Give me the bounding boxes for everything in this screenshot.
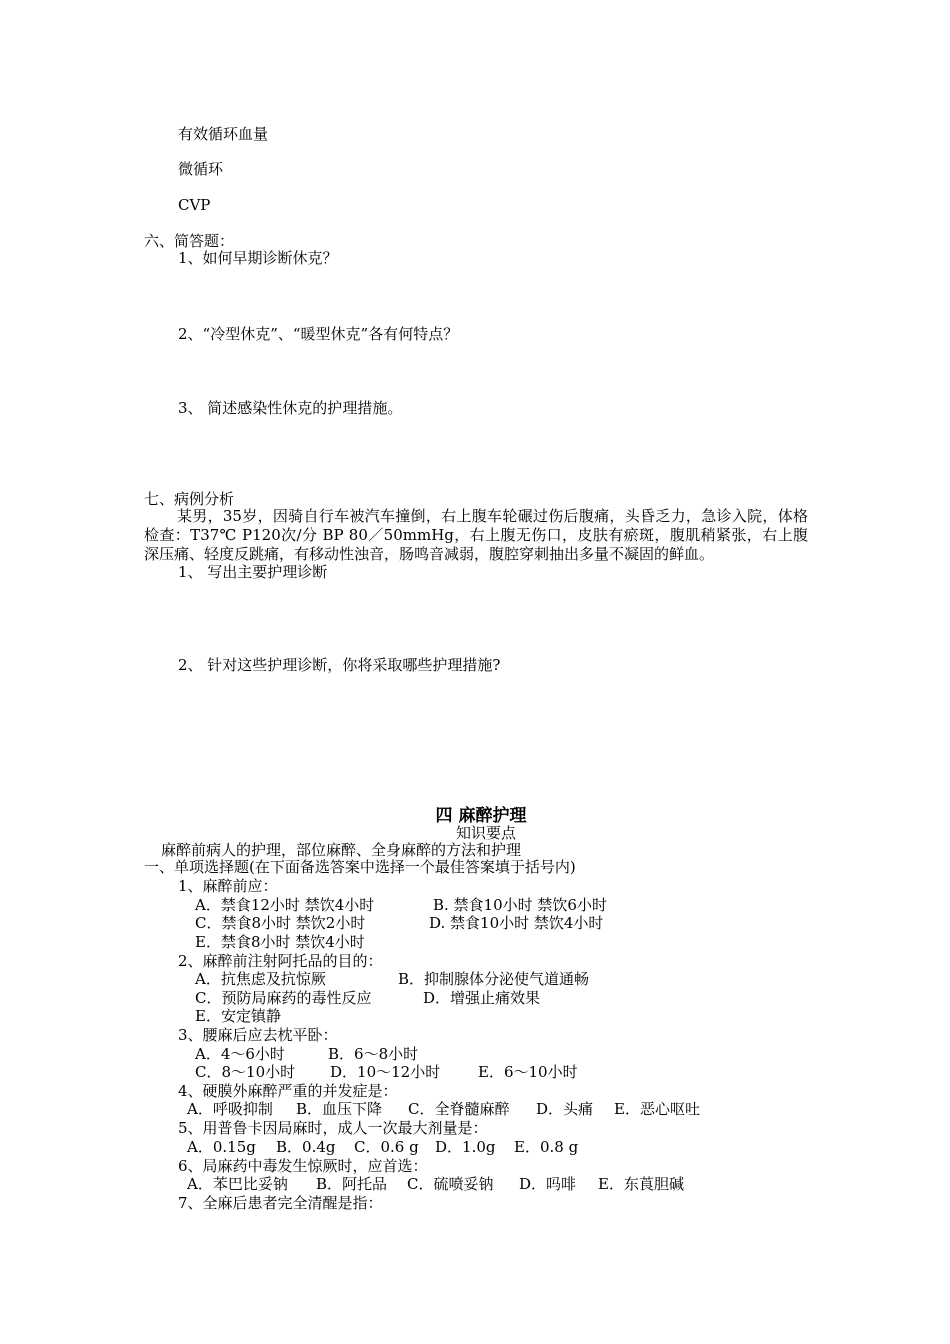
section7-heading: 七、病例分析 xyxy=(144,490,235,508)
question-4-option-b: B．血压下降 xyxy=(296,1100,383,1118)
chapter-subtitle: 知识要点 xyxy=(455,824,516,842)
question-5-option-a: A．0.15g xyxy=(187,1138,256,1156)
term-effective-circulating-volume: 有效循环血量 xyxy=(178,125,269,143)
question-5-option-e: E．0.8 g xyxy=(514,1138,579,1156)
question-1-option-d: D. 禁食10小时 禁饮4小时 xyxy=(429,914,604,932)
chapter-title: 四 麻醉护理 xyxy=(435,806,527,826)
section6-question-2: 2、“冷型休克”、“暖型休克”各有何特点？ xyxy=(178,325,459,343)
question-4-stem: 4、硬膜外麻醉严重的并发症是： xyxy=(178,1082,398,1100)
question-4-option-d: D．头痛 xyxy=(536,1100,594,1118)
question-6-option-a: A．苯巴比妥钠 xyxy=(187,1175,288,1193)
question-3-option-d: D．10～12小时 xyxy=(330,1063,441,1081)
question-5-option-b: B．0.4g xyxy=(276,1138,336,1156)
term-cvp: CVP xyxy=(178,196,211,214)
section7-question-2: 2、 针对这些护理诊断，你将采取哪些护理措施? xyxy=(178,656,501,674)
question-3-option-a: A．4～6小时 xyxy=(195,1045,285,1063)
question-3-option-e: E．6～10小时 xyxy=(478,1063,578,1081)
question-4-option-a: A．呼吸抑制 xyxy=(187,1100,273,1118)
question-5-option-d: D．1.0g xyxy=(435,1138,496,1156)
mcq-heading: 一、单项选择题(在下面备选答案中选择一个最佳答案填于括号内) xyxy=(144,858,576,876)
question-3-option-b: B．6～8小时 xyxy=(328,1045,419,1063)
question-2-option-d: D．增强止痛效果 xyxy=(423,989,541,1007)
question-6-option-b: B．阿托品 xyxy=(316,1175,388,1193)
question-5-stem: 5、用普鲁卡因局麻时，成人一次最大剂量是： xyxy=(178,1119,488,1137)
question-6-stem: 6、局麻药中毒发生惊厥时，应首选： xyxy=(178,1157,428,1175)
question-2-option-a: A．抗焦虑及抗惊厥 xyxy=(195,970,326,988)
term-microcirculation: 微循环 xyxy=(178,160,224,178)
question-1-option-a: A．禁食12小时 禁饮4小时 xyxy=(195,896,375,914)
question-3-option-c: C．8～10小时 xyxy=(195,1063,296,1081)
question-2-stem: 2、麻醉前注射阿托品的目的： xyxy=(178,952,383,970)
case-description: 某男，35岁，因骑自行车被汽车撞倒，右上腹车轮碾过伤后腹痛，头昏乏力，急诊入院，体格检查：T37℃ P120次/分 BP 80／50mmHg，右上腹无伤口，皮肤有瘀斑，腹肌稍紧张，右上腹深压痛、轻度反跳痛，有移动性浊音，肠鸣音减弱，腹腔穿刺抽出多量不凝固的鲜血。 xyxy=(144,507,808,563)
question-2-option-b: B．抑制腺体分泌使气道通畅 xyxy=(398,970,590,988)
question-4-option-e: E．恶心呕吐 xyxy=(614,1100,700,1118)
question-7-stem: 7、全麻后患者完全清醒是指： xyxy=(178,1194,383,1212)
question-1-option-c: C．禁食8小时 禁饮2小时 xyxy=(195,914,366,932)
section6-question-1: 1、如何早期诊断休克？ xyxy=(178,249,338,267)
question-1-option-b: B. 禁食10小时 禁饮6小时 xyxy=(433,896,607,914)
question-6-option-e: E．东莨胆碱 xyxy=(598,1175,684,1193)
question-6-option-d: D．吗啡 xyxy=(519,1175,577,1193)
question-2-option-e: E．安定镇静 xyxy=(195,1007,281,1025)
question-4-option-c: C．全脊髓麻醉 xyxy=(408,1100,510,1118)
question-6-option-c: C．硫喷妥钠 xyxy=(407,1175,494,1193)
question-1-option-e: E．禁食8小时 禁饮4小时 xyxy=(195,933,365,951)
question-1-stem: 1、麻醉前应： xyxy=(178,877,278,895)
question-3-stem: 3、腰麻后应去枕平卧： xyxy=(178,1026,338,1044)
chapter-summary: 麻醉前病人的护理，部位麻醉、全身麻醉的方法和护理 xyxy=(161,841,522,859)
section7-question-1: 1、 写出主要护理诊断 xyxy=(178,563,328,581)
question-5-option-c: C．0.6 g xyxy=(354,1138,419,1156)
section6-heading: 六、简答题： xyxy=(144,232,235,250)
question-2-option-c: C．预防局麻药的毒性反应 xyxy=(195,989,372,1007)
section6-question-3: 3、 简述感染性休克的护理措施。 xyxy=(178,399,403,417)
